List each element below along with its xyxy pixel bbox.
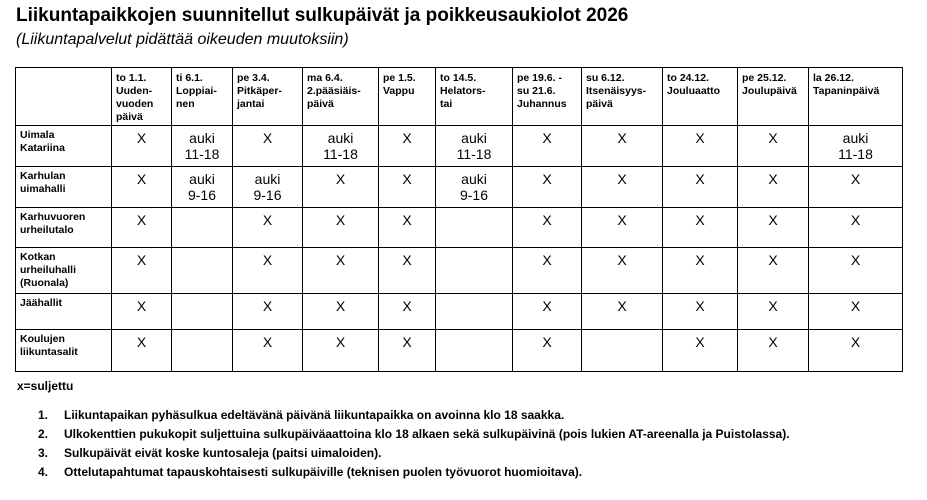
closure-table [15, 67, 903, 372]
note-item [38, 444, 790, 463]
closed-mark: X [303, 294, 379, 330]
table-row [16, 330, 903, 372]
closed-mark: X [738, 248, 809, 294]
note-text: Sulkupäivät eivät koske kuntosaleja (paitsi uimaloiden). [64, 446, 382, 460]
closed-mark: X [233, 248, 303, 294]
open-hours: auki 9-16 [233, 167, 303, 208]
legend: x=suljettu [17, 379, 74, 393]
note-number: 4. [38, 465, 49, 479]
closed-mark: X [112, 208, 172, 248]
note-item [38, 425, 790, 444]
empty-cell [436, 248, 513, 294]
closed-mark: X [809, 248, 903, 294]
closed-mark: X [738, 126, 809, 167]
closed-mark: X [582, 248, 663, 294]
closed-mark: X [303, 208, 379, 248]
closed-mark: X [233, 208, 303, 248]
empty-cell [436, 208, 513, 248]
table-row [16, 126, 903, 167]
closed-mark: X [582, 167, 663, 208]
notes-list [38, 406, 790, 482]
closed-mark: X [663, 208, 738, 248]
closed-mark: X [663, 126, 738, 167]
closed-mark: X [513, 330, 582, 372]
note-item [38, 463, 790, 482]
header-corner [16, 68, 112, 126]
empty-cell [582, 330, 663, 372]
empty-cell [172, 208, 233, 248]
closed-mark: X [663, 294, 738, 330]
closed-mark: X [379, 248, 436, 294]
open-hours: auki 11-18 [436, 126, 513, 167]
closed-mark: X [663, 167, 738, 208]
closed-mark: X [112, 167, 172, 208]
header-date: to 1.1. Uuden- vuoden päivä [112, 68, 172, 126]
facility-name: Koulujen liikuntasalit [16, 330, 112, 372]
closed-mark: X [112, 330, 172, 372]
note-number: 1. [38, 408, 49, 422]
closed-mark: X [513, 248, 582, 294]
closed-mark: X [303, 330, 379, 372]
open-hours: auki 11-18 [303, 126, 379, 167]
closed-mark: X [663, 330, 738, 372]
table-row [16, 294, 903, 330]
header-date: pe 3.4. Pitkäper- jantai [233, 68, 303, 126]
closed-mark: X [379, 126, 436, 167]
page-subtitle: (Liikuntapalvelut pidättää oikeuden muutoksiin) [16, 31, 349, 48]
empty-cell [172, 294, 233, 330]
closed-mark: X [809, 330, 903, 372]
closed-mark: X [112, 248, 172, 294]
note-item [38, 406, 790, 425]
table-row [16, 248, 903, 294]
closed-mark: X [112, 294, 172, 330]
open-hours: auki 11-18 [809, 126, 903, 167]
empty-cell [436, 330, 513, 372]
empty-cell [172, 330, 233, 372]
facility-name: Uimala Katariina [16, 126, 112, 167]
closed-mark: X [582, 208, 663, 248]
closed-mark: X [379, 330, 436, 372]
header-row [16, 68, 903, 126]
note-number: 3. [38, 446, 49, 460]
closed-mark: X [738, 167, 809, 208]
closed-mark: X [379, 294, 436, 330]
note-text: Ottelutapahtumat tapauskohtaisesti sulkupäiville (teknisen puolen työvuorot huomioitava). [64, 465, 583, 479]
header-date: ma 6.4. 2.pääsiäis- päivä [303, 68, 379, 126]
closed-mark: X [738, 208, 809, 248]
header-date: la 26.12. Tapaninpäivä [809, 68, 903, 126]
closed-mark: X [233, 126, 303, 167]
header-date: to 24.12. Jouluaatto [663, 68, 738, 126]
header-date: pe 19.6. - su 21.6. Juhannus [513, 68, 582, 126]
header-date: su 6.12. Itsenäisyys- päivä [582, 68, 663, 126]
closed-mark: X [582, 294, 663, 330]
closed-mark: X [513, 208, 582, 248]
table-row [16, 208, 903, 248]
closed-mark: X [303, 167, 379, 208]
facility-name: Karhulan uimahalli [16, 167, 112, 208]
facility-name: Jäähallit [16, 294, 112, 330]
closed-mark: X [738, 294, 809, 330]
closed-mark: X [233, 330, 303, 372]
open-hours: auki 9-16 [436, 167, 513, 208]
closed-mark: X [809, 208, 903, 248]
closed-mark: X [809, 167, 903, 208]
facility-name: Kotkan urheiluhalli (Ruonala) [16, 248, 112, 294]
note-text: Ulkokenttien pukukopit suljettuina sulkupäiväaattoina klo 18 alkaen sekä sulkupäivinä (pois lukien AT-areenalla ja Puistolassa). [64, 427, 790, 441]
closed-mark: X [809, 294, 903, 330]
closed-mark: X [303, 248, 379, 294]
closed-mark: X [513, 294, 582, 330]
closed-mark: X [663, 248, 738, 294]
closed-mark: X [513, 167, 582, 208]
note-number: 2. [38, 427, 49, 441]
header-date: pe 1.5. Vappu [379, 68, 436, 126]
open-hours: auki 9-16 [172, 167, 233, 208]
facility-name: Karhuvuoren urheilutalo [16, 208, 112, 248]
header-date: ti 6.1. Loppiai- nen [172, 68, 233, 126]
closed-mark: X [233, 294, 303, 330]
closed-mark: X [582, 126, 663, 167]
empty-cell [172, 248, 233, 294]
closed-mark: X [513, 126, 582, 167]
closed-mark: X [738, 330, 809, 372]
closed-mark: X [379, 208, 436, 248]
table-row [16, 167, 903, 208]
closed-mark: X [379, 167, 436, 208]
empty-cell [436, 294, 513, 330]
closed-mark: X [112, 126, 172, 167]
open-hours: auki 11-18 [172, 126, 233, 167]
page-title: Liikuntapaikkojen suunnitellut sulkupäivät ja poikkeusaukiolot 2026 [16, 5, 629, 26]
header-date: pe 25.12. Joulupäivä [738, 68, 809, 126]
note-text: Liikuntapaikan pyhäsulkua edeltävänä päivänä liikuntapaikka on avoinna klo 18 saakka. [64, 408, 565, 422]
header-date: to 14.5. Helators- tai [436, 68, 513, 126]
